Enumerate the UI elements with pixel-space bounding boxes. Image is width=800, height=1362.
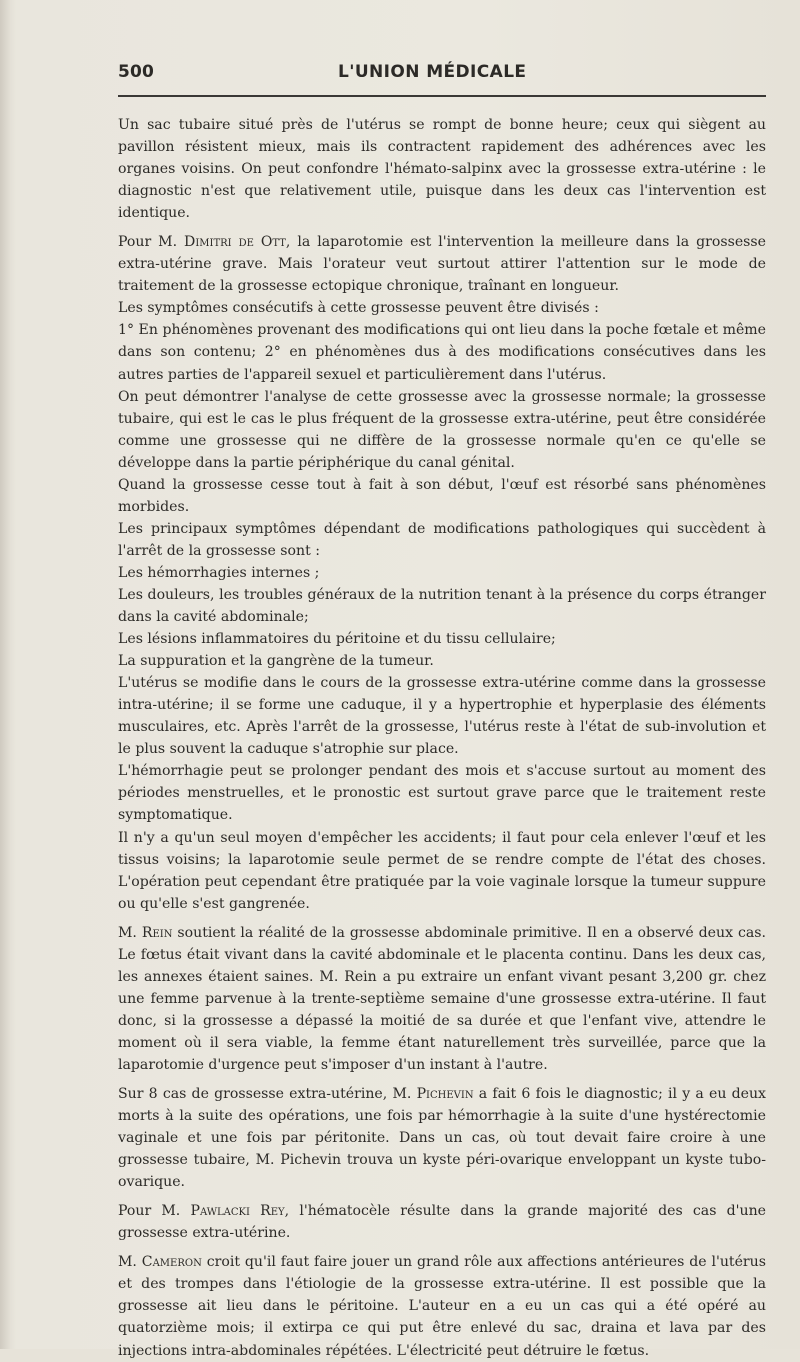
running-header — [118, 62, 766, 88]
paragraph: 1° En phénomènes provenant des modifications qui ont lieu dans la poche fœtale et même dans son contenu; 2° en phénomènes dus à des modifications consécutives dans les autres parties de l'appareil sexuel et particulièrement dans l'utérus. — [118, 322, 766, 383]
paragraph: L'utérus se modifie dans le cours de la grossesse extra-utérine comme dans la grossesse intra-utérine; il se forme une caduque, il y a hypertrophie et hyperplasie des éléments musculaires, etc. Après l'arrêt de la grossesse, l'utérus reste à l'état de sub-involution et le plus souvent la caduque s'atrophie sur place. — [118, 675, 766, 758]
paragraph: Les symptômes consécutifs à cette grossesse peuvent être divisés : — [118, 300, 599, 317]
paragraph — [118, 922, 766, 1076]
paragraph-text: croit qu'il faut faire jouer un grand rôle aux affections antérieures de l'utérus et des trompes dans l'étiologie de la grossesse extra-utérine. Il est possible que la grossesse ait lieu dans le péritoine. L'auteur en a eu un cas qui a été opéré au quatorzième mois; il extirpa ce qui put être enlevé du sac, draina et lava par des injections intra-abdominales répétées. L'électricité peut détruire le fœtus. — [118, 1254, 766, 1359]
speaker-name: Pawlacki Rey — [190, 1203, 285, 1220]
paragraph — [118, 1200, 766, 1244]
speaker-name: Pichevin — [416, 1086, 474, 1103]
paragraph — [118, 231, 766, 297]
paragraph: La suppuration et la gangrène de la tumeur. — [118, 653, 434, 670]
paragraph — [118, 1251, 766, 1361]
speaker-name: Cameron — [141, 1254, 202, 1271]
paragraph: L'hémorrhagie peut se prolonger pendant des mois et s'accuse surtout au moment des périodes menstruelles, et le pronostic est surtout grave parce que le traitement reste symptomatique. — [118, 763, 766, 824]
paragraph: Il n'y a qu'un seul moyen d'empêcher les accidents; il faut pour cela enlever l'œuf et les tissus voisins; la laparotomie seule permet de se rendre compte de l'état des choses. L'opération peut cependant être pratiquée par la voie vaginale lorsque la tumeur suppure ou qu'elle s'est gangrenée. — [118, 829, 766, 912]
header-rule — [118, 95, 766, 97]
paragraph: Les lésions inflammatoires du péritoine et du tissu cellulaire; — [118, 631, 556, 648]
page-number: 500 — [118, 62, 155, 82]
paragraph-text: soutient la réalité de la grossesse abdominale primitive. Il en a observé deux cas. Le fœtus était vivant dans la cavité abdominale et le placenta continu. Dans les deux cas, les annexes étaient saines. M. Rein a pu extraire un enfant vivant pesant 3,200 gr. chez une femme parvenue à la trente-septième semaine d'une grossesse extra-utérine. Il faut donc, si la grossesse a dépassé la moitié de sa durée et que l'enfant vive, attendre le moment où il sera viable, la femme étant naturellement très surveillée, parce que la laparotomie d'urgence peut s'imposer d'un instant à l'autre. — [118, 924, 766, 1073]
article-body — [118, 114, 766, 1362]
paragraph: Un sac tubaire situé près de l'utérus se rompt de bonne heure; ceux qui siègent au pavillon résistent mieux, mais ils contractent rapidement des adhérences avec les organes voisins. On peut confondre l'hémato-salpinx avec la grossesse extra-utérine : le diagnostic n'est que relativement utile, puisque dans les deux cas l'intervention est identique. — [118, 117, 766, 222]
paragraph-text: a fait 6 fois le diagnostic; il y a eu deux morts à la suite des opérations, une fois par hémorrhagie à la suite d'une hystérectomie vaginale et une fois par péritonite. Dans un cas, où tout devait faire croire à une grossesse tubaire, M. Pichevin trouva un kyste péri-ovarique enveloppant un kyste tubo-ovarique. — [118, 1086, 766, 1191]
paragraph-text: , la laparotomie est l'intervention la meilleure dans la grossesse extra-utérine grave. Mais l'orateur veut surtout attirer l'attention sur le mode de traitement de la grossesse ectopique chronique, traînant en longueur. — [118, 234, 766, 295]
paragraph: Les douleurs, les troubles généraux de la nutrition tenant à la présence du corps étranger dans la cavité abdominale; — [118, 586, 766, 626]
speaker-name: Rein — [141, 924, 173, 941]
paragraph-prefix: Sur 8 cas de grossesse extra-utérine, M. — [118, 1086, 417, 1103]
paragraph: Quand la grossesse cesse tout à fait à son début, l'œuf est résorbé sans phénomènes morbides. — [118, 476, 766, 515]
paragraph: Les hémorrhagies internes ; — [118, 564, 320, 581]
journal-title: L'UNION MÉDICALE — [338, 62, 527, 82]
paragraph: Les principaux symptômes dépendant de modifications pathologiques qui succèdent à l'arrêt de la grossesse sont : — [118, 520, 766, 559]
paragraph — [118, 1083, 766, 1193]
paragraph-prefix: Pour M. — [118, 1203, 191, 1220]
paragraph-prefix: M. — [118, 924, 142, 941]
page-binding-edge — [0, 0, 10, 1349]
paragraph-text: , l'hématocèle résulte dans la grande majorité des cas d'une grossesse extra-utérine. — [118, 1203, 766, 1242]
paragraph-prefix: Pour M. — [118, 234, 185, 251]
paragraph: On peut démontrer l'analyse de cette grossesse avec la grossesse normale; la grossesse tubaire, qui est le cas le plus fréquent de la grossesse extra-utérine, peut être considérée comme une grossesse qui ne diffère de la grossesse normale qu'en ce qu'elle se développe dans la partie périphérique du canal génital. — [118, 388, 766, 471]
speaker-name: Dimitri de Ott — [184, 234, 286, 251]
paragraph-prefix: M. — [118, 1254, 142, 1271]
